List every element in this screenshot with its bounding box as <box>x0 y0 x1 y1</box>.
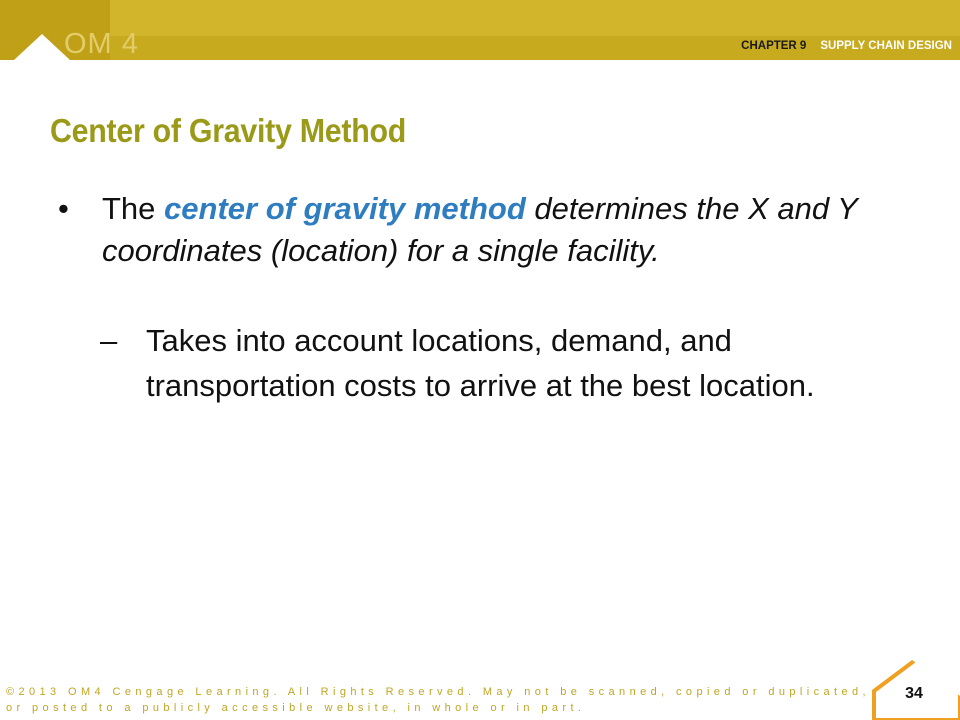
bullet-emphasis: center of gravity method <box>164 191 526 226</box>
bullet-text <box>102 188 882 272</box>
header-strip <box>110 0 960 36</box>
logo-text: OM 4 <box>64 28 139 60</box>
chapter-tag <box>741 36 952 56</box>
bullet-rest: determines the X and Y coordinates (location) for a single facility. <box>102 191 858 268</box>
chapter-subject: SUPPLY CHAIN DESIGN <box>820 40 952 52</box>
bullet-lead: The <box>102 191 165 226</box>
copyright-line-1: ©2013 OM4 Cengage Learning. All Rights Reserved. May not be scanned, copied or duplicated, <box>6 686 870 698</box>
slide-title: Center of Gravity Method <box>50 112 407 149</box>
bullet-dot-icon: • <box>58 191 69 226</box>
chapter-label: CHAPTER 9 <box>741 40 807 52</box>
copyright-notice <box>6 684 906 716</box>
page-number: 34 <box>905 685 923 702</box>
sub-bullet-dash-icon: – <box>100 323 118 358</box>
sub-bullet-text: Takes into account locations, demand, and transportation costs to arrive at the best location. <box>146 323 815 403</box>
copyright-line-2: or posted to a publicly accessible website, in whole or in part. <box>6 702 586 714</box>
